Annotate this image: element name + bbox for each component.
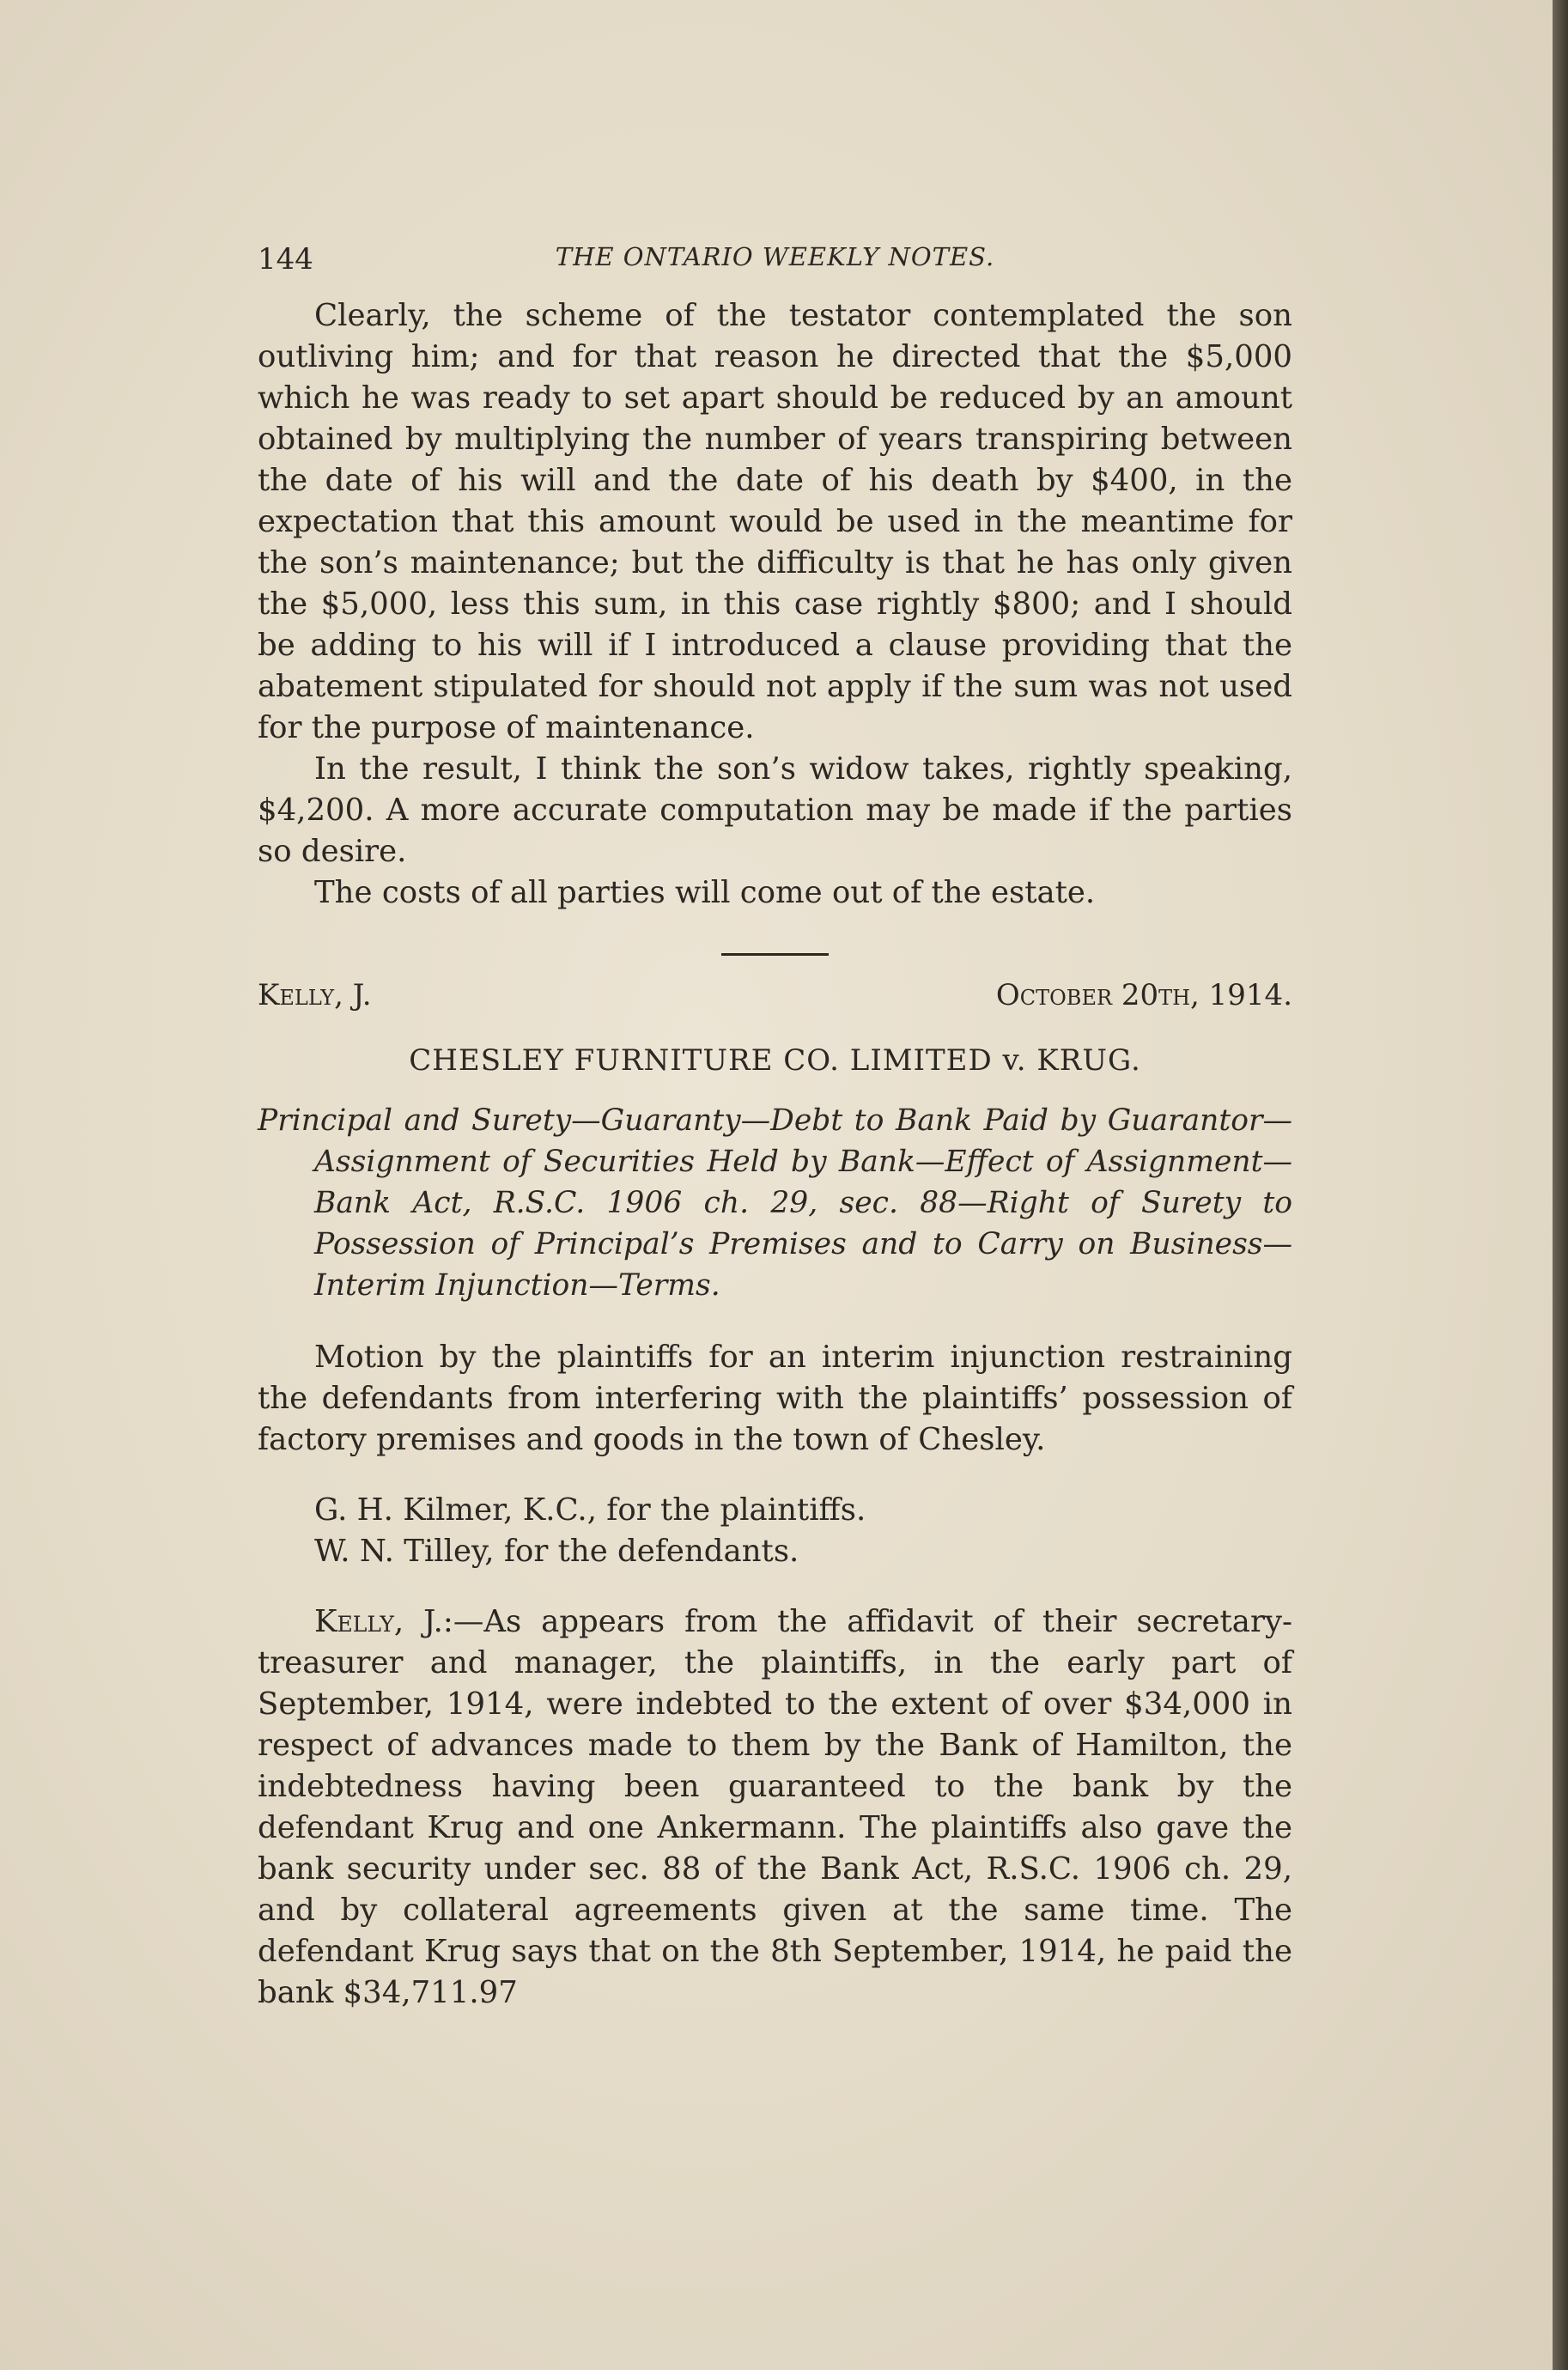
judge-name: Kelly, J.	[258, 978, 372, 1012]
opinion-paragraph	[258, 1601, 1292, 2014]
opinion-judge: Kelly, J.	[314, 1604, 443, 1639]
page-number: 144	[258, 242, 313, 276]
paragraph-costs: The costs of all parties will come out of the estate.	[314, 875, 1096, 910]
page-edge-shadow	[1553, 0, 1568, 2370]
opinion-text: :—As appears from the affidavit of their secretary-treasurer and manager, the plaintiffs, in the early part of September, 1914, were indebted to the extent of over $34,000 in respect of advances made to them by the Bank of Hamilton, the indebtedness having been guaranteed to the bank by the defendant Krug and one Ankermann. The plaintiffs also gave the bank security under sec. 88 of the Bank Act, R.S.C. 1906 ch. 29, and by collateral agreements given at the same time. The defendant Krug says that on the 8th September, 1914, he paid the bank $34,711.97	[258, 1604, 1292, 2010]
journal-title: THE ONTARIO WEEKLY NOTES.	[555, 242, 995, 271]
counsel-list	[258, 1490, 1292, 1572]
headnote: Principal and Surety—Guaranty—Debt to Bank Paid by Guarantor—Assignment of Securities Held by Bank—Effect of Assignment—Bank Act, R.S.C. 1906 ch. 29, sec. 88—Right of Surety to Possession of Principal’s Premises and to Carry on Business—Interim Injunction—Terms.	[258, 1103, 1292, 1303]
paragraph-testator-scheme: Clearly, the scheme of the testator contemplated the son outliving him; and for that reason he directed that the $5,000 which he was ready to set apart should be reduced by an amount obtained by multiplying the number of years transpiring between the date of his will and the date of his death by $400, in the expectation that this amount would be used in the meantime for the son’s maintenance; but the difficulty is that he has only given the $5,000, less this sum, in this case rightly $800; and I should be adding to his will if I introduced a clause providing that the abatement stipulated for should not apply if the sum was not used for the purpose of maintenance.	[258, 298, 1292, 745]
judgment-heading	[258, 975, 1292, 1016]
counsel-plaintiffs: G. H. Kilmer, K.C., for the plaintiffs.	[314, 1492, 866, 1528]
case-title: CHESLEY FURNITURE CO. LIMITED v. KRUG.	[409, 1043, 1141, 1078]
motion-paragraph: Motion by the plaintiffs for an interim injunction restraining the defendants from interfering with the plaintiffs’ possession of factory premises and goods in the town of Chesley.	[258, 1340, 1292, 1457]
running-head	[258, 232, 1292, 283]
paragraph-result: In the result, I think the son’s widow takes, rightly speaking, $4,200. A more accurate computation may be made if the parties so desire.	[258, 751, 1292, 869]
text-block	[258, 232, 1292, 2014]
counsel-defendants: W. N. Tilley, for the defendants.	[314, 1534, 799, 1569]
section-divider	[721, 953, 829, 956]
judgment-date: October 20th, 1914.	[995, 978, 1292, 1012]
